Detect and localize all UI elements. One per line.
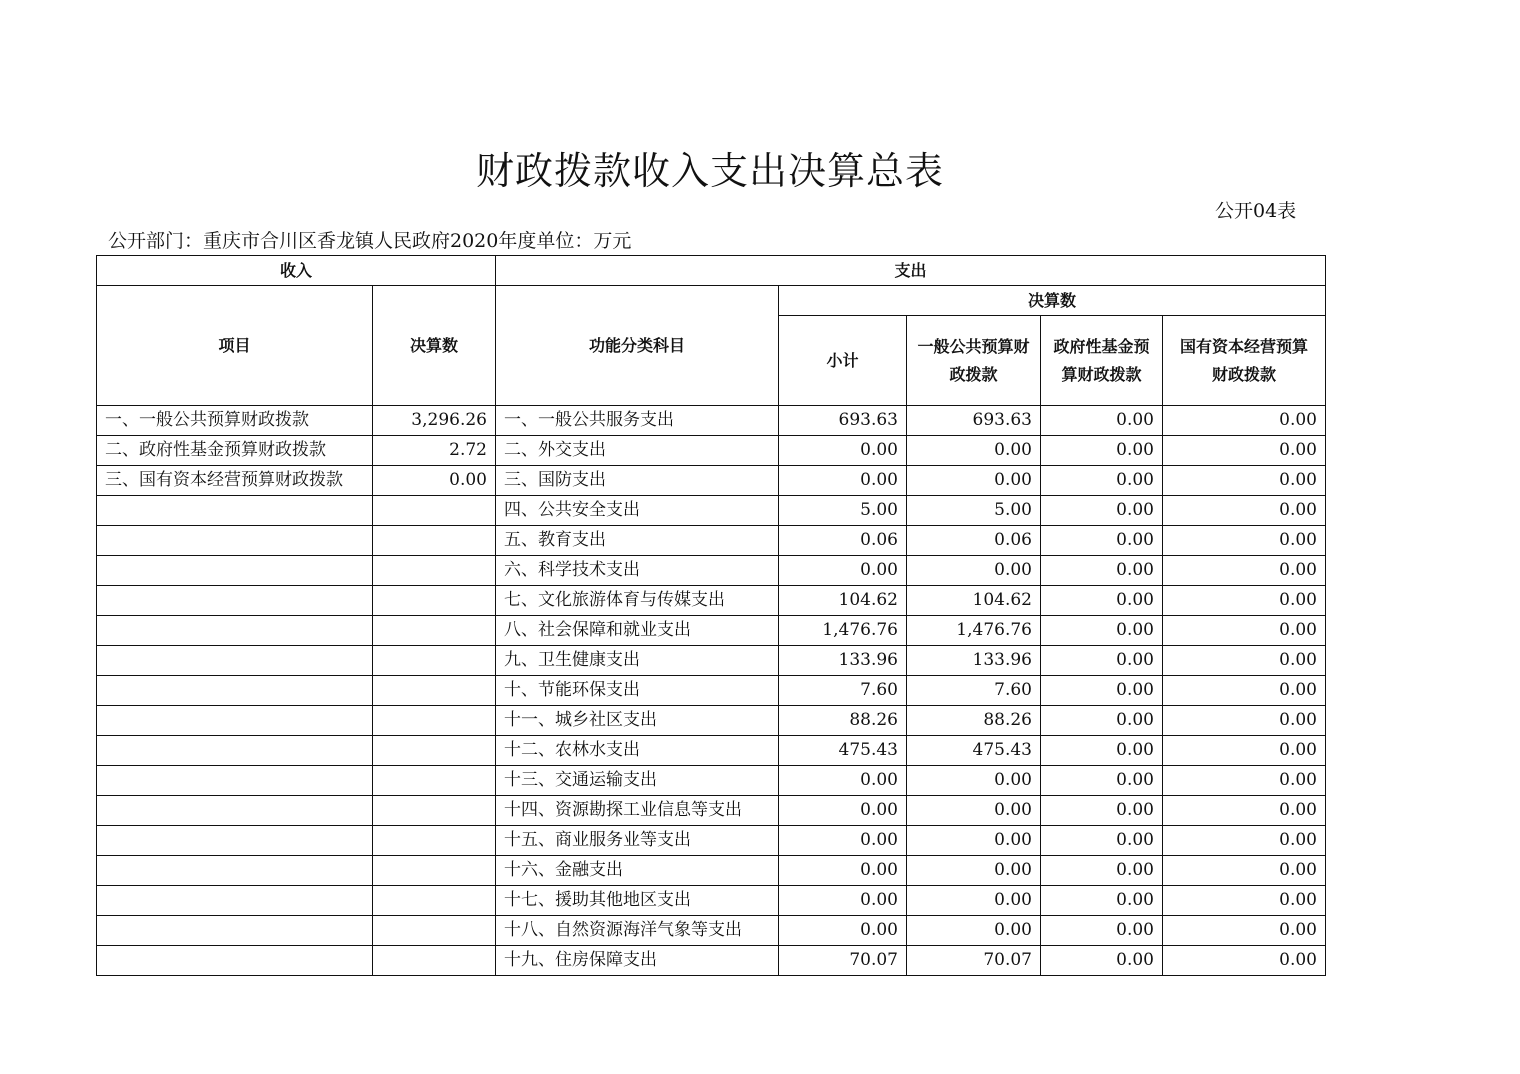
gov-fund-cell: 0.00 <box>1041 406 1163 436</box>
income-amount-cell: 2.72 <box>373 436 496 466</box>
subtotal-cell: 475.43 <box>779 736 907 766</box>
table-row <box>97 406 1326 436</box>
state-capital-cell: 0.00 <box>1163 856 1326 886</box>
expense-header: 支出 <box>496 256 1326 286</box>
subtotal-cell: 7.60 <box>779 676 907 706</box>
general-budget-cell: 7.60 <box>907 676 1041 706</box>
table-row <box>97 706 1326 736</box>
gov-fund-cell: 0.00 <box>1041 856 1163 886</box>
gov-fund-cell: 0.00 <box>1041 736 1163 766</box>
income-item-cell <box>97 826 373 856</box>
table-row <box>97 586 1326 616</box>
table-row <box>97 826 1326 856</box>
income-amount-cell <box>373 856 496 886</box>
function-category-cell: 十、节能环保支出 <box>496 676 779 706</box>
general-budget-cell: 0.06 <box>907 526 1041 556</box>
gov-fund-cell: 0.00 <box>1041 796 1163 826</box>
general-budget-cell: 0.00 <box>907 796 1041 826</box>
income-header: 收入 <box>97 256 496 286</box>
general-budget-cell: 1,476.76 <box>907 616 1041 646</box>
income-amount-cell <box>373 616 496 646</box>
general-budget-cell: 0.00 <box>907 556 1041 586</box>
function-category-header: 功能分类科目 <box>496 286 779 406</box>
function-category-cell: 二、外交支出 <box>496 436 779 466</box>
income-item-cell <box>97 916 373 946</box>
gov-fund-cell: 0.00 <box>1041 556 1163 586</box>
income-item-cell <box>97 736 373 766</box>
function-category-cell: 十二、农林水支出 <box>496 736 779 766</box>
income-item-cell <box>97 616 373 646</box>
income-amount-cell <box>373 586 496 616</box>
subtotal-cell: 0.00 <box>779 466 907 496</box>
income-amount-cell <box>373 676 496 706</box>
income-item-cell <box>97 526 373 556</box>
state-capital-cell: 0.00 <box>1163 586 1326 616</box>
gov-fund-cell: 0.00 <box>1041 946 1163 976</box>
income-item-cell <box>97 646 373 676</box>
state-capital-cell: 0.00 <box>1163 496 1326 526</box>
general-budget-cell: 693.63 <box>907 406 1041 436</box>
function-category-cell: 七、文化旅游体育与传媒支出 <box>496 586 779 616</box>
gov-fund-cell: 0.00 <box>1041 706 1163 736</box>
state-capital-cell: 0.00 <box>1163 706 1326 736</box>
function-category-cell: 十四、资源勘探工业信息等支出 <box>496 796 779 826</box>
page-title: 财政拨款收入支出决算总表 <box>475 149 944 193</box>
table-row <box>97 916 1326 946</box>
income-item-cell <box>97 586 373 616</box>
function-category-cell: 九、卫生健康支出 <box>496 646 779 676</box>
gov-fund-cell: 0.00 <box>1041 586 1163 616</box>
subtotal-cell: 0.06 <box>779 526 907 556</box>
function-category-cell: 六、科学技术支出 <box>496 556 779 586</box>
table-row <box>97 646 1326 676</box>
state-capital-cell: 0.00 <box>1163 676 1326 706</box>
general-budget-cell: 133.96 <box>907 646 1041 676</box>
income-amount-cell: 0.00 <box>373 466 496 496</box>
state-capital-cell: 0.00 <box>1163 406 1326 436</box>
gov-fund-cell: 0.00 <box>1041 916 1163 946</box>
function-category-cell: 四、公共安全支出 <box>496 496 779 526</box>
gov-fund-cell: 0.00 <box>1041 526 1163 556</box>
income-item-cell <box>97 766 373 796</box>
state-capital-cell: 0.00 <box>1163 796 1326 826</box>
table-row <box>97 466 1326 496</box>
subtotal-cell: 0.00 <box>779 856 907 886</box>
subtotal-cell: 693.63 <box>779 406 907 436</box>
final-group-header: 决算数 <box>779 286 1326 316</box>
function-category-cell: 十五、商业服务业等支出 <box>496 826 779 856</box>
final-amount-header: 决算数 <box>373 286 496 406</box>
gov-fund-cell: 0.00 <box>1041 646 1163 676</box>
subtotal-cell: 133.96 <box>779 646 907 676</box>
state-capital-cell: 0.00 <box>1163 526 1326 556</box>
income-amount-cell <box>373 496 496 526</box>
table-row <box>97 796 1326 826</box>
general-budget-cell: 104.62 <box>907 586 1041 616</box>
subtotal-cell: 0.00 <box>779 436 907 466</box>
state-capital-cell: 0.00 <box>1163 646 1326 676</box>
table-code: 公开04表 <box>1215 200 1297 222</box>
income-item-cell <box>97 706 373 736</box>
table-row <box>97 676 1326 706</box>
table-row <box>97 436 1326 466</box>
table-row <box>97 886 1326 916</box>
table-row <box>97 526 1326 556</box>
function-category-cell: 一、一般公共服务支出 <box>496 406 779 436</box>
table-row <box>97 616 1326 646</box>
state-capital-cell: 0.00 <box>1163 556 1326 586</box>
function-category-cell: 八、社会保障和就业支出 <box>496 616 779 646</box>
income-amount-cell <box>373 946 496 976</box>
department-unit-line: 公开部门：重庆市合川区香龙镇人民政府2020年度单位：万元 <box>108 230 632 252</box>
state-capital-cell: 0.00 <box>1163 946 1326 976</box>
income-amount-cell: 3,296.26 <box>373 406 496 436</box>
gov-fund-cell: 0.00 <box>1041 496 1163 526</box>
table-row <box>97 856 1326 886</box>
general-budget-cell: 88.26 <box>907 706 1041 736</box>
table-row <box>97 736 1326 766</box>
subtotal-cell: 0.00 <box>779 886 907 916</box>
income-item-cell: 二、政府性基金预算财政拨款 <box>97 436 373 466</box>
general-budget-cell: 0.00 <box>907 466 1041 496</box>
income-item-cell: 三、国有资本经营预算财政拨款 <box>97 466 373 496</box>
general-budget-cell: 0.00 <box>907 856 1041 886</box>
function-category-cell: 五、教育支出 <box>496 526 779 556</box>
income-amount-cell <box>373 706 496 736</box>
state-capital-cell: 0.00 <box>1163 886 1326 916</box>
general-budget-cell: 0.00 <box>907 766 1041 796</box>
general-budget-cell: 0.00 <box>907 916 1041 946</box>
income-amount-cell <box>373 526 496 556</box>
function-category-cell: 十七、援助其他地区支出 <box>496 886 779 916</box>
subtotal-cell: 70.07 <box>779 946 907 976</box>
income-item-cell <box>97 676 373 706</box>
gov-fund-cell: 0.00 <box>1041 886 1163 916</box>
subtotal-cell: 1,476.76 <box>779 616 907 646</box>
income-item-cell <box>97 886 373 916</box>
subtotal-header: 小计 <box>779 316 907 406</box>
function-category-cell: 十九、住房保障支出 <box>496 946 779 976</box>
subtotal-cell: 0.00 <box>779 556 907 586</box>
gov-fund-cell: 0.00 <box>1041 466 1163 496</box>
general-budget-cell: 0.00 <box>907 886 1041 916</box>
income-item-cell <box>97 796 373 826</box>
table-row <box>97 766 1326 796</box>
gov-fund-header: 政府性基金预算财政拨款 <box>1041 316 1163 406</box>
item-header: 项目 <box>97 286 373 406</box>
general-budget-header: 一般公共预算财政拨款 <box>907 316 1041 406</box>
subtotal-cell: 0.00 <box>779 796 907 826</box>
state-capital-cell: 0.00 <box>1163 826 1326 856</box>
function-category-cell: 三、国防支出 <box>496 466 779 496</box>
income-item-cell <box>97 856 373 886</box>
subtotal-cell: 5.00 <box>779 496 907 526</box>
income-amount-cell <box>373 556 496 586</box>
gov-fund-cell: 0.00 <box>1041 766 1163 796</box>
table-row <box>97 556 1326 586</box>
income-amount-cell <box>373 886 496 916</box>
general-budget-cell: 70.07 <box>907 946 1041 976</box>
function-category-cell: 十八、自然资源海洋气象等支出 <box>496 916 779 946</box>
subtotal-cell: 88.26 <box>779 706 907 736</box>
income-item-cell: 一、一般公共预算财政拨款 <box>97 406 373 436</box>
gov-fund-cell: 0.00 <box>1041 616 1163 646</box>
gov-fund-cell: 0.00 <box>1041 436 1163 466</box>
income-item-cell <box>97 556 373 586</box>
function-category-cell: 十六、金融支出 <box>496 856 779 886</box>
income-item-cell <box>97 496 373 526</box>
state-capital-header: 国有资本经营预算财政拨款 <box>1163 316 1326 406</box>
subtotal-cell: 0.00 <box>779 826 907 856</box>
subtotal-cell: 104.62 <box>779 586 907 616</box>
state-capital-cell: 0.00 <box>1163 766 1326 796</box>
state-capital-cell: 0.00 <box>1163 466 1326 496</box>
income-item-cell <box>97 946 373 976</box>
state-capital-cell: 0.00 <box>1163 436 1326 466</box>
subtotal-cell: 0.00 <box>779 916 907 946</box>
state-capital-cell: 0.00 <box>1163 916 1326 946</box>
income-amount-cell <box>373 826 496 856</box>
subtotal-cell: 0.00 <box>779 766 907 796</box>
income-amount-cell <box>373 916 496 946</box>
general-budget-cell: 0.00 <box>907 826 1041 856</box>
function-category-cell: 十一、城乡社区支出 <box>496 706 779 736</box>
income-amount-cell <box>373 736 496 766</box>
general-budget-cell: 5.00 <box>907 496 1041 526</box>
table-row <box>97 946 1326 976</box>
general-budget-cell: 0.00 <box>907 436 1041 466</box>
fiscal-summary-table <box>96 255 1326 976</box>
function-category-cell: 十三、交通运输支出 <box>496 766 779 796</box>
income-amount-cell <box>373 796 496 826</box>
gov-fund-cell: 0.00 <box>1041 676 1163 706</box>
income-amount-cell <box>373 646 496 676</box>
state-capital-cell: 0.00 <box>1163 616 1326 646</box>
income-amount-cell <box>373 766 496 796</box>
state-capital-cell: 0.00 <box>1163 736 1326 766</box>
gov-fund-cell: 0.00 <box>1041 826 1163 856</box>
table-row <box>97 496 1326 526</box>
general-budget-cell: 475.43 <box>907 736 1041 766</box>
